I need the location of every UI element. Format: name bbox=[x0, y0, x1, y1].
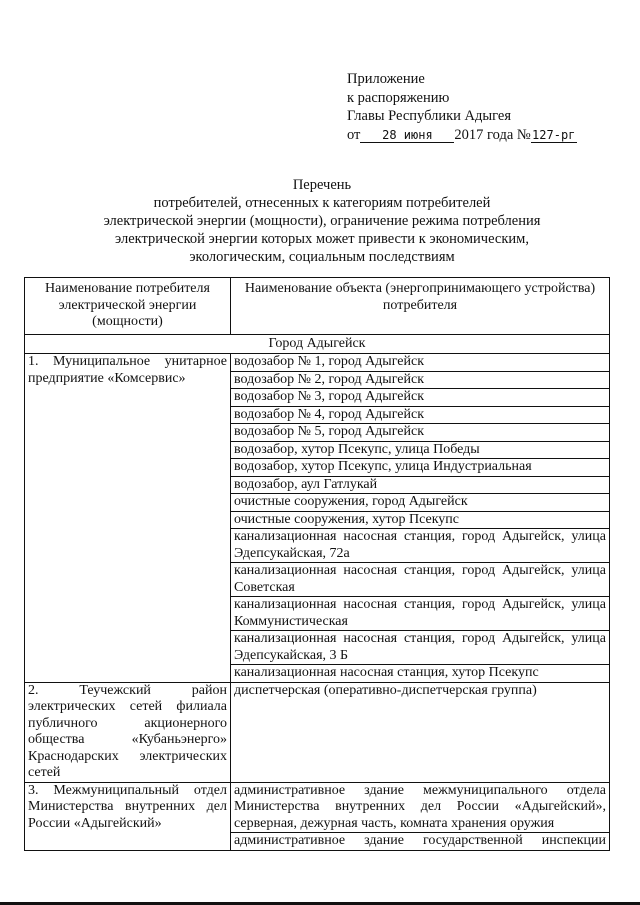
object-cell: водозабор № 4, город Адыгейск bbox=[231, 406, 610, 424]
title-line-3: электрической энергии которых может привести к экономическим, bbox=[115, 231, 529, 247]
object-cell: водозабор № 1, город Адыгейск bbox=[231, 354, 610, 372]
object-cell: канализационная насосная станция, хутор Псекупс bbox=[231, 665, 610, 683]
document-title bbox=[60, 176, 584, 266]
annex-line-2: к распоряжению bbox=[347, 89, 450, 106]
date-value: 28 июня bbox=[360, 128, 454, 143]
object-cell: административное здание межмуниципального отдела Министерства внутренних дел России «Адыгейский», серверная, дежурная часть, комната хранения оружия bbox=[231, 782, 610, 833]
consumer-name: 2. Теучежский район электрических сетей филиала публичного акционерного общества «Кубаньэнерго» Краснодарских электрических сетей bbox=[25, 682, 231, 782]
object-cell: водозабор, хутор Псекупс, улица Победы bbox=[231, 441, 610, 459]
object-cell: канализационная насосная станция, город Адыгейск, улица Советская bbox=[231, 563, 610, 597]
table-row bbox=[25, 354, 610, 372]
annex-block bbox=[347, 70, 577, 144]
object-cell: очистные сооружения, город Адыгейск bbox=[231, 494, 610, 512]
object-cell: административное здание государственной инспекции bbox=[231, 833, 610, 851]
consumers-table bbox=[24, 277, 610, 851]
object-cell: водозабор, аул Гатлукай bbox=[231, 476, 610, 494]
date-prefix: от bbox=[347, 126, 361, 143]
section-row bbox=[25, 334, 610, 354]
year-text: 2017 года № bbox=[454, 126, 531, 143]
consumer-name: 1. Муниципальное унитарное предприятие «Комсервис» bbox=[25, 354, 231, 683]
table-row bbox=[25, 782, 610, 833]
object-cell: водозабор № 2, город Адыгейск bbox=[231, 371, 610, 389]
object-cell: диспетчерская (оперативно-диспетчерская группа) bbox=[231, 682, 610, 782]
consumer-name: 3. Межмуниципальный отдел Министерства внутренних дел России «Адыгейский» bbox=[25, 782, 231, 850]
title-line-4: экологическим, социальным последствиям bbox=[189, 249, 455, 265]
annex-date-line bbox=[347, 126, 577, 145]
header-consumer-name: Наименование потребителя электрической энергии (мощности) bbox=[25, 278, 231, 335]
header-object-name: Наименование объекта (энергопринимающего устройства) потребителя bbox=[231, 278, 610, 335]
object-cell: канализационная насосная станция, город Адыгейск, улица Эдепсукайская, 3 Б bbox=[231, 631, 610, 665]
object-cell: водозабор № 3, город Адыгейск bbox=[231, 389, 610, 407]
annex-line-3: Главы Республики Адыгея bbox=[347, 108, 511, 124]
annex-line-1: Приложение bbox=[347, 71, 425, 87]
table-row bbox=[25, 682, 610, 782]
table-header-row bbox=[25, 278, 610, 335]
object-cell: канализационная насосная станция, город Адыгейск, улица Эдепсукайская, 72а bbox=[231, 529, 610, 563]
object-cell: водозабор, хутор Псекупс, улица Индустриальная bbox=[231, 459, 610, 477]
object-cell: водозабор № 5, город Адыгейск bbox=[231, 424, 610, 442]
object-cell: очистные сооружения, хутор Псекупс bbox=[231, 511, 610, 529]
section-title: Город Адыгейск bbox=[25, 334, 610, 354]
title-heading: Перечень bbox=[292, 177, 352, 193]
object-cell: канализационная насосная станция, город Адыгейск, улица Коммунистическая bbox=[231, 597, 610, 631]
title-line-1: потребителей, отнесенных к категориям потребителей bbox=[153, 195, 491, 211]
order-number: 127-рг bbox=[532, 127, 576, 142]
title-line-2: электрической энергии (мощности), ограничение режима потребления bbox=[103, 213, 541, 229]
